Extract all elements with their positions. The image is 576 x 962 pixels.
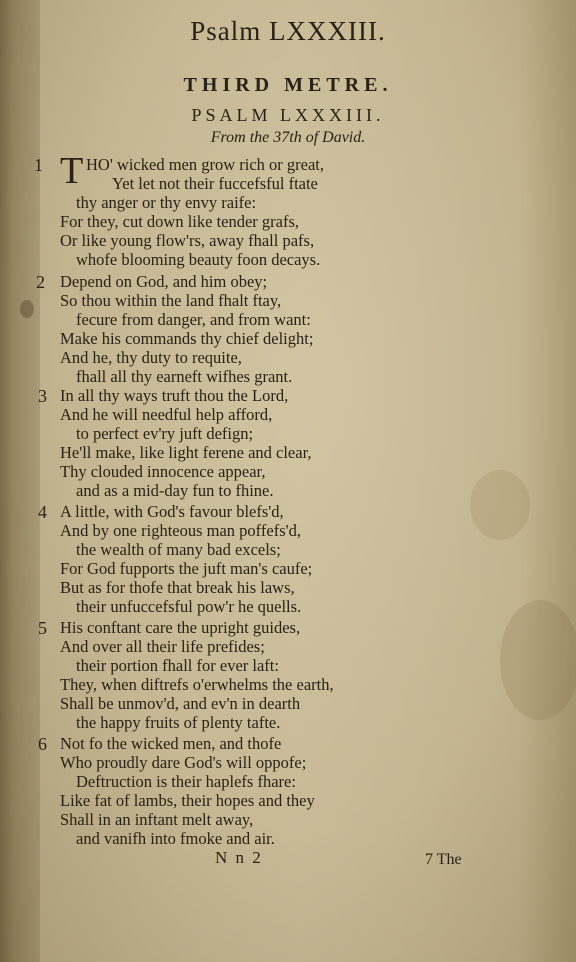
- verse-line: Or like young flow'rs, away fhall pafs,: [60, 231, 315, 250]
- verse-line: And he will needful help afford,: [60, 405, 273, 424]
- drop-cap: T: [60, 150, 84, 192]
- verse-line: And he, thy duty to requite,: [60, 348, 242, 367]
- paper-stain: [20, 300, 34, 318]
- paper-stain: [470, 470, 530, 540]
- metre-title: THIRD METRE.: [183, 74, 393, 96]
- verse-line: thy anger or thy envy raife:: [76, 193, 257, 212]
- catchword: 7 The: [425, 851, 462, 868]
- verse-line: Like fat of lambs, their hopes and they: [60, 791, 315, 810]
- verse-number: 6: [38, 734, 47, 754]
- verse-line: Not fo the wicked men, and thofe: [60, 734, 282, 753]
- verse-line: HO' wicked men grow rich or great,: [86, 155, 325, 174]
- verse-line: their unfuccefsful pow'r he quells.: [76, 597, 302, 616]
- source-line: From the 37th of David.: [210, 129, 366, 146]
- verse-line: And by one righteous man poffefs'd,: [60, 521, 301, 540]
- psalm-title: PSALM LXXXIII.: [191, 105, 385, 125]
- verse-line: and vanifh into fmoke and air.: [76, 829, 275, 848]
- verse-line: whofe blooming beauty foon decays.: [76, 250, 321, 269]
- verse-number: 3: [38, 386, 47, 406]
- verse-line: Depend on God, and him obey;: [60, 272, 268, 291]
- verse-line: to perfect ev'ry juft defign;: [76, 424, 254, 443]
- verse-number: 1: [34, 155, 43, 175]
- paper-stain: [500, 600, 576, 720]
- verse-line: So thou within the land fhalt ftay,: [60, 291, 282, 310]
- verse-number: 4: [38, 502, 47, 522]
- verse-line: A little, with God's favour blefs'd,: [60, 502, 284, 521]
- verse-line: For God fupports the juft man's caufe;: [60, 559, 313, 578]
- verse-line: Who proudly dare God's will oppofe;: [60, 753, 307, 772]
- verse-line: fecure from danger, and from want:: [76, 310, 311, 329]
- verse-line: Deftruction is their haplefs fhare:: [76, 772, 296, 791]
- verse-line: the wealth of many bad excels;: [76, 540, 281, 559]
- verse-line: the happy fruits of plenty tafte.: [76, 713, 281, 732]
- signature-mark: N n 2: [215, 848, 263, 867]
- verse-line: their portion fhall for ever laft:: [76, 656, 279, 675]
- verse-line: But as for thofe that break his laws,: [60, 578, 295, 597]
- verse-line: He'll make, like light ferene and clear,: [60, 443, 312, 462]
- verse-line: In all thy ways truft thou the Lord,: [60, 386, 289, 405]
- verse-line: His conftant care the upright guides,: [60, 618, 301, 637]
- verse-line: Thy clouded innocence appear,: [60, 462, 266, 481]
- verse-line: Shall be unmov'd, and ev'n in dearth: [60, 694, 301, 713]
- verse-line: Make his commands thy chief delight;: [60, 329, 314, 348]
- verse-line: Yet let not their fuccefsful ftate: [112, 174, 318, 193]
- verse-line: fhall all thy earneft wifhes grant.: [76, 367, 293, 386]
- verse-line: And over all their life prefides;: [60, 637, 265, 656]
- verse-number: 5: [38, 618, 47, 638]
- verse-line: They, when diftrefs o'erwhelms the earth,: [60, 675, 334, 694]
- verse-number: 2: [36, 272, 45, 292]
- verse-line: Shall in an inftant melt away,: [60, 810, 254, 829]
- verse-line: and as a mid-day fun to fhine.: [76, 481, 274, 500]
- running-head: Psalm LXXXIII.: [190, 16, 386, 46]
- verse-line: For they, cut down like tender grafs,: [60, 212, 300, 231]
